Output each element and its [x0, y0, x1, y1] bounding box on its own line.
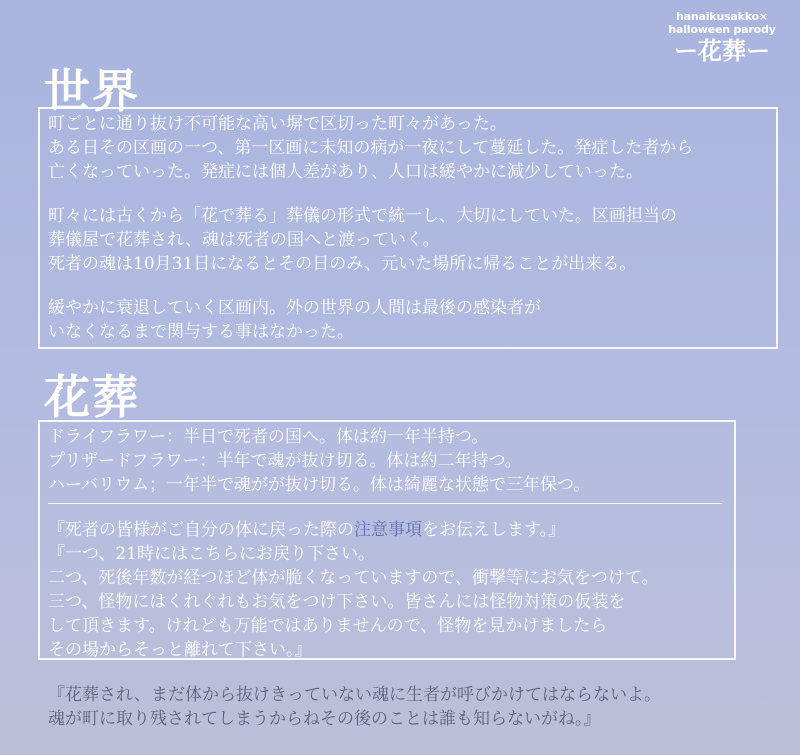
notice-line: 三つ、怪物にはくれぐれもお気をつけ下さい。皆さんには怪物対策の仮装を: [48, 592, 626, 612]
corner-line-2: halloween parody: [668, 23, 776, 36]
world-line: いなくなるまで関与する事はなかった。: [48, 322, 354, 342]
notice-line: 『一つ、21時にはこちらにお戻り下さい。: [48, 544, 375, 564]
footer-quote-line: 『花葬され、まだ体から抜けきっていない魂に生者が呼びかけてはならないよ。: [48, 685, 662, 705]
notice-intro-post: をお伝えします。』: [422, 520, 566, 540]
flower-type-line: ハーバリウム；一年半で魂がが抜け切る。体は綺麗な状態で三年保つ。: [48, 475, 591, 495]
flower-type-line: ドライフラワー：半日で死者の国へ。体は約一年半持つ。: [48, 427, 489, 447]
world-line: 町ごとに通り抜け不可能な高い塀で区切った町々があった。: [48, 114, 507, 134]
corner-title: ー花葬ー: [674, 37, 770, 65]
world-line: 亡くなっていった。発症には個人差があり、人口は緩やかに減少していった。: [48, 162, 643, 182]
notice-intro-pre: 『死者の皆様がご自分の体に戻った際の: [48, 520, 354, 540]
world-line: 葬儀屋で花葬され、魂は死者の国へと渡っていく。: [48, 230, 440, 250]
notice-line: して頂きます。けれども万能ではありませんので、怪物を見かけましたら: [48, 616, 608, 636]
corner-line-1: hanaikusakko×: [676, 10, 768, 23]
footer-quote-line: 魂が町に取り残されてしまうからねその後のことは誰も知らないがね。』: [48, 709, 601, 729]
world-line: 町々には古くから「花で葬る」葬儀の形式で統一し、大切にしていた。区画担当の: [48, 206, 677, 226]
world-heading: 世界: [44, 64, 140, 118]
notice-line: 二つ、死後年数が経つほど体が脆くなっていますので、衝撃等にお気をつけて。: [48, 568, 659, 588]
hanaso-heading: 花葬: [44, 370, 140, 424]
world-line: 死者の魂は10月31日になるとその日のみ、元いた場所に帰ることが出来る。: [48, 254, 637, 274]
world-line: 緩やかに衰退していく区画内。外の世界の人間は最後の感染者が: [48, 298, 541, 318]
divider: [48, 503, 722, 504]
flower-type-line: プリザードフラワー：半年で魂が抜け切る。体は約二年持つ。: [48, 451, 522, 471]
notice-intro: [48, 519, 565, 541]
corner-logo: [662, 10, 782, 66]
notice-line: その場からそっと離れて下さい。』: [48, 640, 312, 660]
world-line: ある日その区画の一つ、第一区画に未知の病が一夜にして蔓延した。発症した者から: [48, 138, 694, 158]
notice-highlight: 注意事項: [354, 520, 422, 540]
